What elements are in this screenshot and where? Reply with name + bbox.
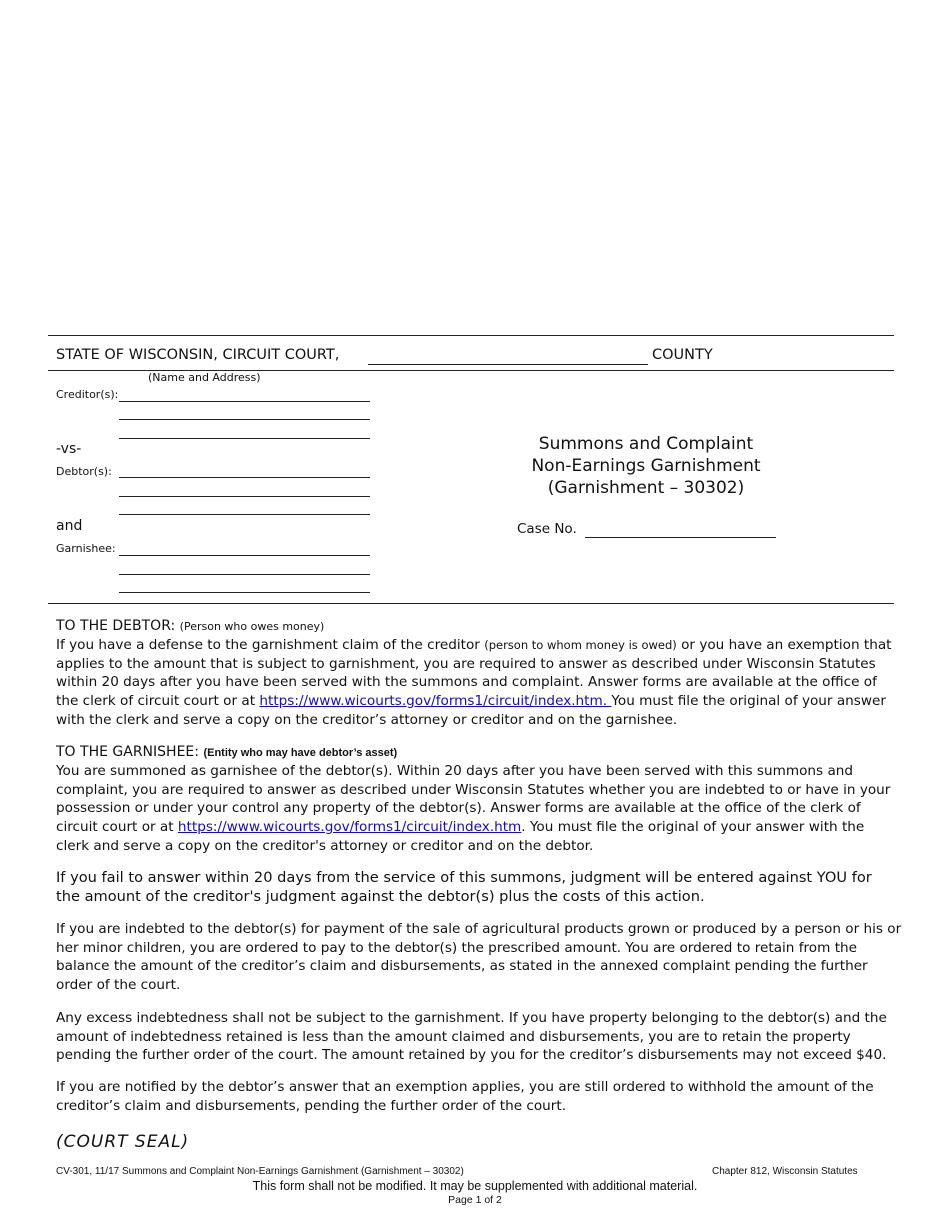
paragraph-line: complaint, you are required to answer as described under Wisconsin Statutes whether you are indebted to or have in your (56, 781, 891, 798)
debtor-field-2[interactable] (119, 496, 370, 497)
creditor-field-1[interactable] (119, 401, 370, 402)
exemption-paragraph (56, 1078, 874, 1115)
line-text: circuit court or at (56, 819, 178, 836)
footer-notice: This form shall not be modified. It may be supplemented with additional material. (252, 1179, 698, 1193)
creditor-field-2[interactable] (119, 419, 370, 420)
line-text: . You must file the original of your answer with the (521, 819, 865, 836)
paragraph-line: creditor’s claim and disbursements, pending the further order of the court. (56, 1097, 567, 1114)
garnishee-paragraph (56, 762, 890, 856)
inline-note: (person to whom money is owed) (484, 638, 677, 652)
paragraph-line: balance the amount of the creditor’s claim and disbursements, as stated in the annexed complaint pending the further (56, 958, 868, 975)
paragraph-line: order of the court. (56, 977, 181, 994)
creditor-field-3[interactable] (119, 438, 370, 439)
paragraph-line: with the clerk and serve a copy on the creditor’s attorney or creditor and on the garnishee. (56, 711, 678, 728)
debtor-heading: TO THE DEBTOR: (Person who owes money) (56, 618, 325, 634)
county-label: COUNTY (652, 347, 713, 363)
form-title-line2: Non-Earnings Garnishment (531, 456, 761, 476)
footer-form-id: CV-301, 11/17 Summons and Complaint Non-Earnings Garnishment (Garnishment – 30302) (56, 1166, 464, 1177)
form-title-line3: (Garnishment – 30302) (547, 478, 745, 498)
excess-paragraph (56, 1009, 887, 1065)
garnishee-field-1[interactable] (119, 555, 370, 556)
top-rule (48, 335, 894, 336)
and-label: and (56, 518, 83, 534)
garnishee-field-2[interactable] (119, 574, 370, 575)
debtor-field-3[interactable] (119, 514, 370, 515)
name-address-label: (Name and Address) (148, 371, 261, 384)
line-text: the clerk of circuit court or at (56, 693, 260, 710)
garnishee-heading: TO THE GARNISHEE: (Entity who may have debtor’s asset) (56, 744, 398, 760)
paragraph-line: applies to the amount that is subject to garnishment, you are required to answer as described under Wisconsin Statutes (56, 655, 876, 672)
vs-label: -vs- (56, 441, 82, 457)
footer-statute: Chapter 812, Wisconsin Statutes (712, 1166, 858, 1177)
paragraph-line: pending the further order of the court. The amount retained by you for the creditor’s disbursements may not exceed $40. (56, 1047, 887, 1064)
debtor-field-1[interactable] (119, 477, 370, 478)
footer-page: Page 1 of 2 (448, 1194, 502, 1206)
paragraph-line: the amount of the creditor's judgment against the debtor(s) plus the costs of this action. (56, 887, 705, 905)
paragraph-line: possession or under your control any property of the debtor(s). Answer forms are available at the office of the clerk of (56, 800, 861, 817)
debtor-label: Debtor(s): (56, 465, 112, 478)
line-text: If you have a defense to the garnishment claim of the creditor (56, 637, 485, 653)
line-text: or you have an exemption that (676, 637, 892, 653)
paragraph-line (56, 818, 890, 837)
creditor-label: Creditor(s): (56, 388, 119, 401)
form-title-line1: Summons and Complaint (538, 434, 754, 454)
line-text: You must file the original of your answer (611, 693, 886, 710)
paragraph-line: within 20 days after you have been served with the summons and complaint. Answer forms are available at the office of (56, 674, 877, 691)
forms-link[interactable]: https://www.wicourts.gov/forms1/circuit/index.htm (177, 819, 522, 836)
paragraph-line: You are summoned as garnishee of the debtor(s). Within 20 days after you have been served with this summons and (56, 763, 854, 779)
forms-link[interactable]: https://www.wicourts.gov/forms1/circuit/index.htm. (259, 693, 612, 710)
court-heading: STATE OF WISCONSIN, CIRCUIT COURT, (56, 347, 340, 363)
paragraph-line: Any excess indebtedness shall not be subject to the garnishment. If you have property belonging to the debtor(s) and the (56, 1010, 887, 1026)
court-seal-label: (COURT SEAL) (56, 1132, 190, 1152)
garnishee-field-3[interactable] (119, 592, 370, 593)
paragraph-line (56, 636, 892, 655)
paragraph-line: her minor children, you are ordered to pay to the debtor(s) the prescribed amount. You are ordered to retain from the (56, 939, 858, 956)
paragraph-line: clerk and serve a copy on the creditor's attorney or creditor and on the debtor. (56, 837, 594, 854)
fail-paragraph (56, 869, 872, 906)
paragraph-line: amount of indebtedness retained is less than the amount claimed and disbursements, you are to retain the property (56, 1028, 851, 1045)
garnishee-label: Garnishee: (56, 542, 116, 555)
paragraph-line: If you are indebted to the debtor(s) for payment of the sale of agricultural products grown or produced by a person or his or (56, 921, 902, 937)
agriculture-paragraph (56, 920, 901, 995)
case-no-field[interactable] (585, 537, 776, 538)
section-rule (48, 603, 894, 604)
case-no-label: Case No. (517, 521, 577, 537)
paragraph-line: If you are notified by the debtor’s answer that an exemption applies, you are still ordered to withhold the amount of the (56, 1079, 874, 1095)
paragraph-line: If you fail to answer within 20 days from the service of this summons, judgment will be entered against YOU for (56, 869, 872, 886)
debtor-paragraph (56, 636, 892, 730)
county-field[interactable] (368, 364, 648, 365)
paragraph-line (56, 692, 892, 711)
